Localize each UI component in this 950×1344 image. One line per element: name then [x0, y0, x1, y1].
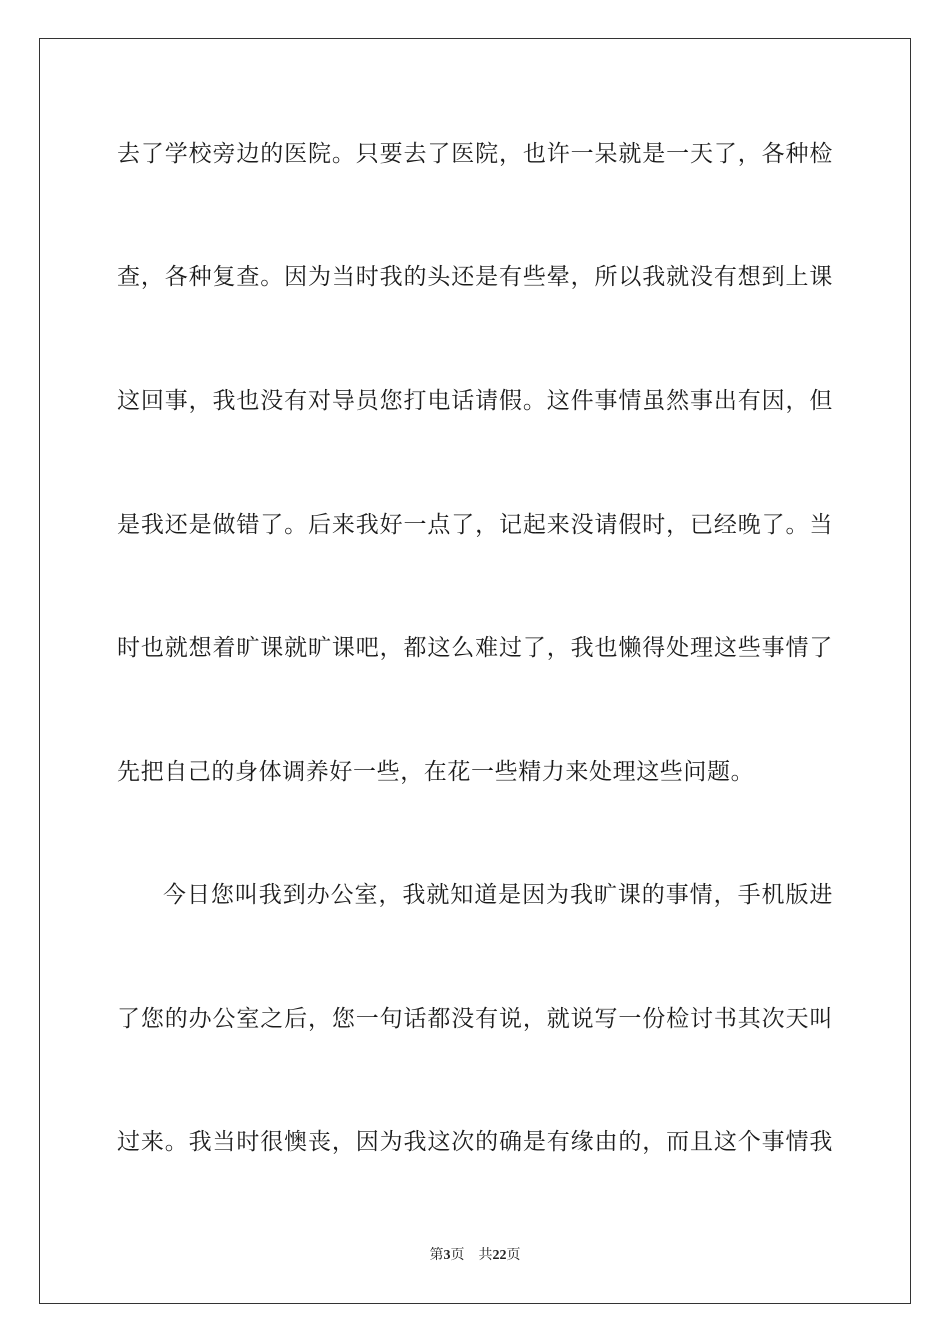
- total-pages: 22: [492, 1248, 507, 1263]
- page-suffix: 页: [450, 1248, 465, 1263]
- page-footer: [0, 1247, 950, 1265]
- paragraph-first-line: 今日您叫我到办公室，我就知道是因为我旷课的事情，手机版进: [163, 882, 833, 908]
- text-line-3: 这回事，我也没有对导员您打电话请假。这件事情虽然事出有因，但: [117, 388, 833, 414]
- text-line-8: 了您的办公室之后，您一句话都没有说，就说写一份检讨书其次天叫: [117, 1006, 833, 1032]
- text-line-1: 去了学校旁边的医院。只要去了医院，也许一呆就是一天了，各种检: [117, 141, 833, 167]
- page-border: [39, 38, 911, 1304]
- text-line-2: 查，各种复查。因为当时我的头还是有些晕，所以我就没有想到上课: [117, 264, 833, 290]
- page-label: 第: [429, 1248, 444, 1263]
- page-number: 3: [443, 1248, 451, 1263]
- text-line-5: 时也就想着旷课就旷课吧，都这么难过了，我也懒得处理这些事情了: [117, 635, 833, 661]
- total-label: 共: [478, 1248, 493, 1263]
- text-line-9: 过来。我当时很懊丧，因为我这次的确是有缘由的，而且这个事情我: [117, 1129, 833, 1155]
- text-line-6: 先把自己的身体调养好一些，在花一些精力来处理这些问题。: [117, 759, 755, 785]
- text-line-4: 是我还是做错了。后来我好一点了，记起来没请假时，已经晚了。当: [117, 512, 833, 538]
- total-suffix: 页: [506, 1248, 521, 1263]
